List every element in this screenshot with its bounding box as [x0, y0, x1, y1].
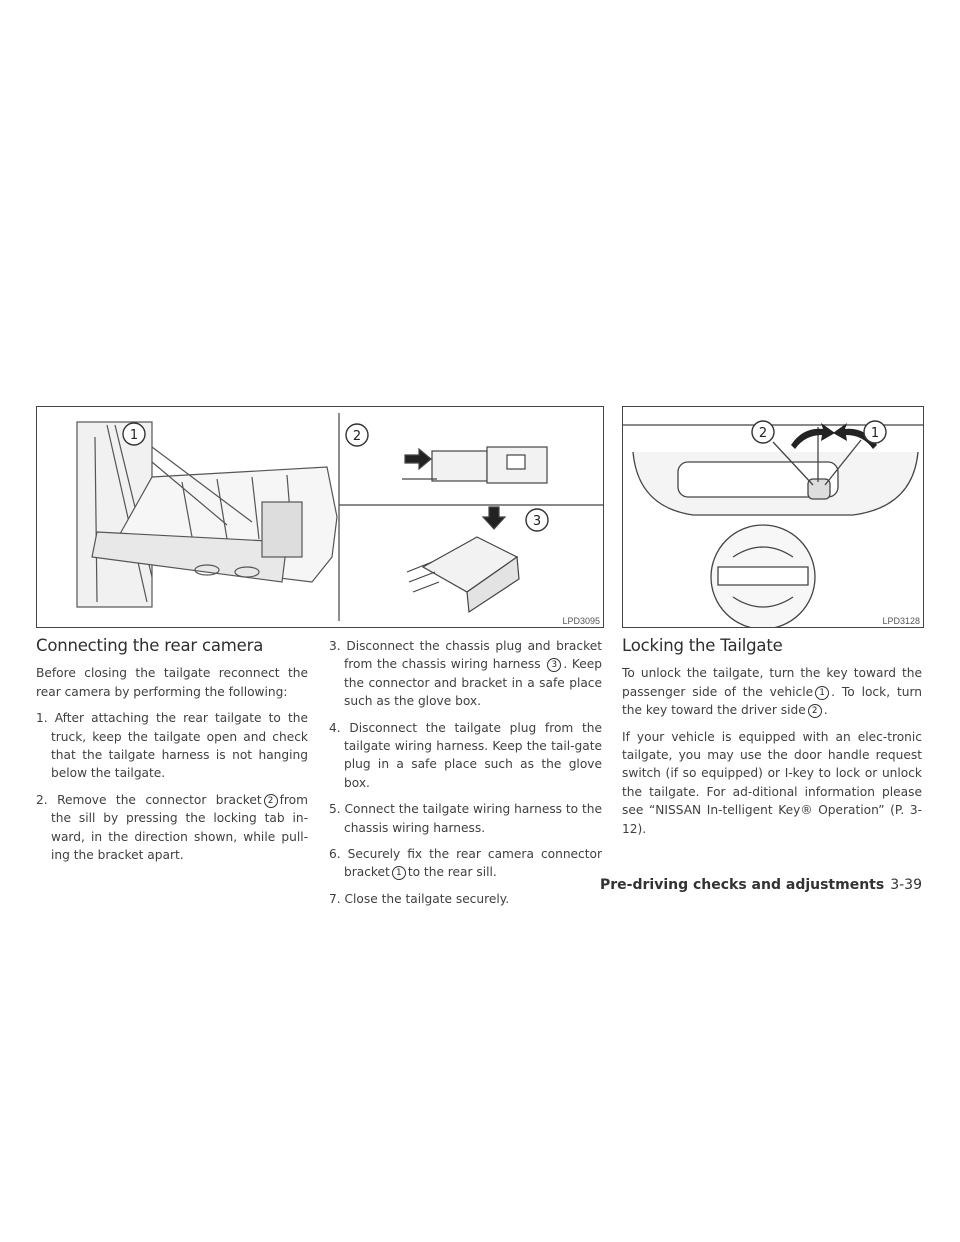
callout-ref-1: 1 [815, 686, 829, 700]
callout-3-label: 3 [532, 514, 542, 529]
section-heading-connecting-rear-camera: Connecting the rear camera [36, 636, 264, 655]
step-number: 6. [329, 847, 341, 862]
step-number: 5. [329, 802, 341, 817]
paragraph-text: To unlock the tailgate, turn the key toward the passenger side of the vehicle [622, 666, 922, 699]
tailgate-lock-illustration [623, 407, 923, 627]
turn-arrow-left [791, 423, 835, 449]
callout-2-label: 2 [758, 426, 768, 441]
electronic-tailgate-paragraph: If your vehicle is equipped with an elec-tronic tailgate, you may use the door handle request switch (if so equipped) or I-key to lock or unlock the tailgate. For ad-ditional information please see “NISSAN In-telligent Key® Operation” (P. 3-12). [622, 729, 922, 836]
callout-2-label: 2 [352, 429, 362, 444]
step-number: 4. [329, 720, 341, 735]
intro-paragraph: Before closing the tailgate reconnect the rear camera by performing the following: [36, 666, 308, 699]
step-text: to the rear sill. [407, 865, 497, 880]
step-item [329, 719, 602, 793]
step-number: 3. [329, 639, 341, 653]
paragraph-text: . [823, 703, 828, 718]
column-1 [36, 637, 308, 872]
section-heading-locking-tailgate: Locking the Tailgate [622, 636, 783, 655]
callout-ref-2: 2 [808, 704, 822, 718]
step-text: Connect the tailgate wiring harness to the chassis wiring harness. [344, 802, 603, 835]
step-text: Remove the connector bracket [57, 792, 262, 807]
step-item [36, 791, 308, 865]
step-text: . Keep the connector and bracket in a safe place such as the glove box. [344, 657, 603, 709]
figure-tailgate-lock [622, 406, 924, 628]
step-text: Securely fix the rear camera connector bracket [344, 847, 602, 880]
step-text: Disconnect the chassis plug and bracket from the chassis wiring harness [344, 639, 603, 672]
page-footer [600, 877, 922, 893]
figure-rear-camera [36, 406, 604, 628]
callout-ref-2: 2 [264, 794, 278, 808]
step-item [329, 800, 602, 837]
figure-code: LPD3128 [882, 616, 920, 626]
figure-code: LPD3095 [562, 616, 600, 626]
step-item [329, 845, 602, 882]
column-3 [622, 637, 922, 846]
unlock-paragraph [622, 664, 922, 719]
step-text: Disconnect the tailgate plug from the tailgate wiring harness. Keep the tail-gate plug in a safe place such as the glove box. [344, 720, 602, 790]
callout-1-label: 1 [870, 426, 880, 441]
step-item [329, 637, 602, 711]
rear-camera-illustration [37, 407, 603, 627]
callout-ref-1: 1 [392, 866, 406, 880]
column-2 [329, 637, 602, 916]
page-number: 3-39 [890, 877, 922, 893]
step-text: Close the tailgate securely. [344, 891, 510, 906]
step-number: 2. [36, 792, 48, 807]
paragraph-text: . To lock, turn the key toward the driver side [622, 684, 922, 718]
callout-ref-3: 3 [547, 658, 561, 672]
step-item [36, 709, 308, 783]
callout-1-label: 1 [129, 428, 139, 443]
step-text: from the sill by pressing the locking tab in-ward, in the direction shown, while pull-ing the bracket apart. [51, 792, 309, 863]
step-item [329, 890, 602, 908]
step-number: 1. [36, 711, 48, 726]
step-text: After attaching the rear tailgate to the truck, keep the tailgate open and check that the tailgate harness is not hanging below the tailgate. [51, 711, 308, 781]
footer-section-title: Pre-driving checks and adjustments [600, 877, 885, 893]
step-number: 7. [329, 891, 341, 906]
